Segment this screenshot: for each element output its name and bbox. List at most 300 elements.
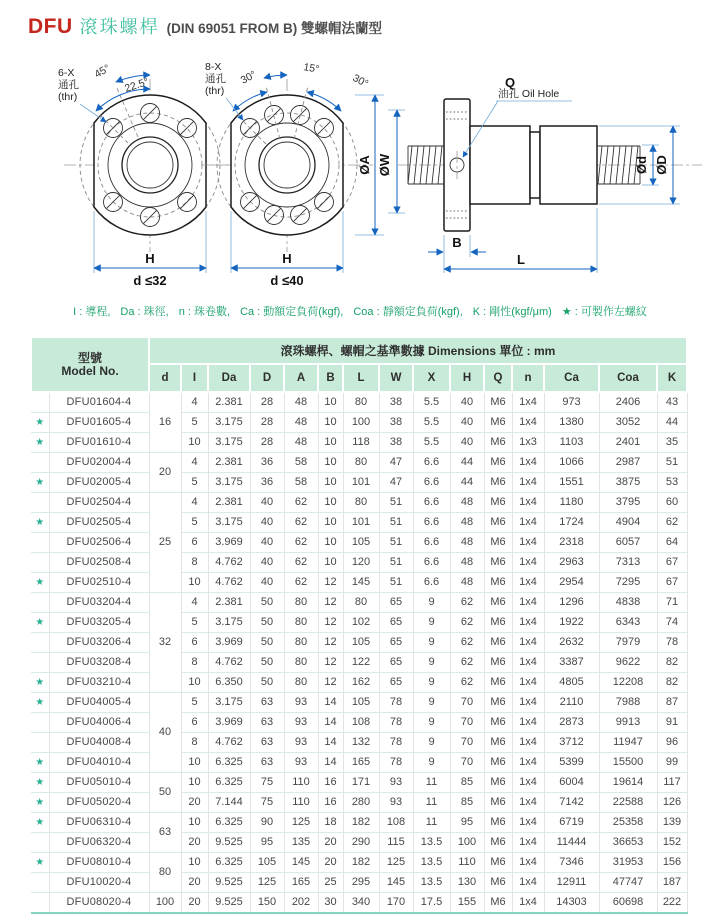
value-cell-n: 1x4: [512, 513, 544, 533]
l-dim-label: L: [517, 252, 525, 267]
table-row: [31, 813, 687, 833]
value-cell-Coa: 11947: [599, 733, 657, 753]
value-cell-H: 40: [450, 392, 484, 413]
value-cell-X: 13.5: [413, 853, 450, 873]
value-cell-B: 12: [318, 573, 343, 593]
value-cell-A: 58: [284, 473, 318, 493]
value-cell-B: 10: [318, 513, 343, 533]
value-cell-B: 18: [318, 813, 343, 833]
angle-15-label: 15°: [302, 61, 321, 76]
value-cell-K: 96: [657, 733, 687, 753]
value-cell-A: 125: [284, 813, 318, 833]
value-cell-H: 155: [450, 893, 484, 914]
value-cell-Coa: 31953: [599, 853, 657, 873]
left-thread-star-icon: ★: [31, 613, 49, 633]
value-cell-Coa: 60698: [599, 893, 657, 914]
value-cell-W: 47: [379, 473, 413, 493]
value-cell-X: 5.5: [413, 392, 450, 413]
value-cell-K: 43: [657, 392, 687, 413]
angle-30-right-label: 30°: [350, 72, 371, 91]
value-cell-K: 67: [657, 553, 687, 573]
model-cell: DFU04010-4: [49, 753, 149, 773]
value-cell-K: 222: [657, 893, 687, 914]
value-cell-W: 51: [379, 513, 413, 533]
value-cell-H: 70: [450, 753, 484, 773]
h-dim-label-left: H: [145, 251, 155, 266]
value-cell-A: 62: [284, 513, 318, 533]
value-cell-X: 6.6: [413, 533, 450, 553]
value-cell-Ca: 2873: [544, 713, 599, 733]
value-cell-B: 20: [318, 833, 343, 853]
dia-a-label: ØA: [357, 155, 372, 175]
b-dim-label: B: [452, 235, 462, 250]
value-cell-Q: M6: [484, 613, 512, 633]
value-cell-Coa: 22588: [599, 793, 657, 813]
legend-item-k: K : 剛性(kgf/μm): [472, 306, 552, 318]
dimensions-group-header: 滾珠螺桿、螺帽之基準數據 Dimensions 單位 : mm: [149, 337, 687, 364]
table-row: [31, 773, 687, 793]
value-cell-Ca: 7346: [544, 853, 599, 873]
value-cell-K: 139: [657, 813, 687, 833]
value-cell-L: 102: [343, 613, 379, 633]
value-cell-L: 280: [343, 793, 379, 813]
model-cell: DFU01604-4: [49, 392, 149, 413]
h-dim-label-mid: H: [282, 251, 292, 266]
value-cell-Da: 2.381: [208, 392, 250, 413]
value-cell-D: 50: [250, 613, 284, 633]
value-cell-W: 65: [379, 633, 413, 653]
value-cell-L: 80: [343, 493, 379, 513]
value-cell-I: 4: [181, 392, 208, 413]
value-cell-D: 28: [250, 413, 284, 433]
d-max-label-left: d ≤32: [133, 273, 167, 288]
value-cell-Da: 3.175: [208, 693, 250, 713]
left-thread-star-icon: ★: [31, 413, 49, 433]
value-cell-Ca: 3387: [544, 653, 599, 673]
legend-item-ball-dia: Da : 珠徑,: [120, 306, 169, 318]
value-cell-X: 5.5: [413, 413, 450, 433]
value-cell-I: 6: [181, 633, 208, 653]
star-cell-empty: [31, 733, 49, 753]
dia-d-small-label: Ød: [634, 155, 649, 175]
value-cell-n: 1x4: [512, 813, 544, 833]
value-cell-H: 85: [450, 793, 484, 813]
d-max-label-mid: d ≤40: [270, 273, 304, 288]
model-cell: DFU03208-4: [49, 653, 149, 673]
value-cell-K: 156: [657, 853, 687, 873]
left-thread-star-icon: ★: [31, 573, 49, 593]
value-cell-L: 105: [343, 633, 379, 653]
value-cell-Da: 4.762: [208, 733, 250, 753]
value-cell-W: 38: [379, 433, 413, 453]
star-cell-empty: [31, 593, 49, 613]
value-cell-n: 1x4: [512, 833, 544, 853]
value-cell-L: 101: [343, 513, 379, 533]
col-header-B: B: [318, 364, 343, 392]
table-row: [31, 653, 687, 673]
value-cell-Da: 4.762: [208, 573, 250, 593]
value-cell-H: 44: [450, 453, 484, 473]
value-cell-Da: 9.525: [208, 833, 250, 853]
value-cell-W: 78: [379, 733, 413, 753]
value-cell-A: 62: [284, 533, 318, 553]
value-cell-Da: 3.175: [208, 513, 250, 533]
left-thread-star-icon: ★: [31, 773, 49, 793]
table-row: [31, 473, 687, 493]
value-cell-Q: M6: [484, 633, 512, 653]
d-cell: 16: [149, 392, 181, 453]
value-cell-Coa: 2401: [599, 433, 657, 453]
value-cell-Da: 6.325: [208, 813, 250, 833]
value-cell-X: 9: [413, 713, 450, 733]
value-cell-Ca: 2954: [544, 573, 599, 593]
value-cell-L: 340: [343, 893, 379, 914]
value-cell-Coa: 25358: [599, 813, 657, 833]
value-cell-W: 93: [379, 773, 413, 793]
value-cell-D: 63: [250, 733, 284, 753]
d-cell: 50: [149, 773, 181, 813]
table-row: [31, 593, 687, 613]
value-cell-A: 80: [284, 593, 318, 613]
value-cell-B: 12: [318, 613, 343, 633]
value-cell-D: 40: [250, 513, 284, 533]
value-cell-Q: M6: [484, 392, 512, 413]
value-cell-A: 48: [284, 392, 318, 413]
value-cell-B: 12: [318, 633, 343, 653]
value-cell-n: 1x4: [512, 573, 544, 593]
value-cell-I: 20: [181, 893, 208, 914]
value-cell-L: 132: [343, 733, 379, 753]
value-cell-n: 1x4: [512, 493, 544, 513]
model-cell: DFU02504-4: [49, 493, 149, 513]
value-cell-Ca: 12911: [544, 873, 599, 893]
series-text: 滾珠螺桿: [79, 17, 160, 37]
value-cell-Q: M6: [484, 573, 512, 593]
value-cell-K: 44: [657, 413, 687, 433]
subtitle-text: (DIN 69051 FROM B) 雙螺帽法蘭型: [166, 21, 382, 36]
value-cell-Q: M6: [484, 473, 512, 493]
model-cell: DFU06320-4: [49, 833, 149, 853]
table-row: [31, 453, 687, 473]
value-cell-H: 48: [450, 553, 484, 573]
value-cell-B: 10: [318, 413, 343, 433]
technical-drawing: [0, 56, 720, 294]
model-cell: DFU04008-4: [49, 733, 149, 753]
legend-item-circuits: n : 珠卷數,: [178, 306, 231, 318]
model-cell: DFU01610-4: [49, 433, 149, 453]
value-cell-K: 78: [657, 633, 687, 653]
value-cell-Coa: 3875: [599, 473, 657, 493]
value-cell-W: 65: [379, 593, 413, 613]
model-cell: DFU02508-4: [49, 553, 149, 573]
value-cell-W: 38: [379, 392, 413, 413]
value-cell-W: 170: [379, 893, 413, 914]
value-cell-W: 47: [379, 453, 413, 473]
value-cell-I: 10: [181, 433, 208, 453]
value-cell-D: 36: [250, 473, 284, 493]
value-cell-L: 162: [343, 673, 379, 693]
value-cell-Coa: 9913: [599, 713, 657, 733]
value-cell-K: 117: [657, 773, 687, 793]
table-row: [31, 693, 687, 713]
value-cell-H: 100: [450, 833, 484, 853]
value-cell-n: 1x4: [512, 633, 544, 653]
model-cell: DFU03210-4: [49, 673, 149, 693]
value-cell-W: 51: [379, 493, 413, 513]
value-cell-H: 62: [450, 653, 484, 673]
value-cell-Ca: 1180: [544, 493, 599, 513]
value-cell-H: 48: [450, 573, 484, 593]
star-cell-empty: [31, 533, 49, 553]
value-cell-D: 150: [250, 893, 284, 914]
value-cell-A: 93: [284, 733, 318, 753]
value-cell-B: 14: [318, 733, 343, 753]
value-cell-X: 6.6: [413, 453, 450, 473]
brand-text: DFU: [28, 15, 73, 38]
star-cell-empty: [31, 833, 49, 853]
value-cell-L: 118: [343, 433, 379, 453]
col-header-Ca: Ca: [544, 364, 599, 392]
value-cell-X: 6.6: [413, 573, 450, 593]
value-cell-Coa: 19614: [599, 773, 657, 793]
table-row: [31, 873, 687, 893]
value-cell-D: 63: [250, 753, 284, 773]
value-cell-H: 48: [450, 533, 484, 553]
q-label: Q: [505, 75, 516, 90]
value-cell-n: 1x4: [512, 673, 544, 693]
value-cell-Da: 3.969: [208, 633, 250, 653]
col-header-X: X: [413, 364, 450, 392]
value-cell-n: 1x4: [512, 553, 544, 573]
value-cell-I: 20: [181, 873, 208, 893]
value-cell-L: 145: [343, 573, 379, 593]
value-cell-I: 10: [181, 573, 208, 593]
table-row: [31, 853, 687, 873]
value-cell-I: 5: [181, 513, 208, 533]
value-cell-L: 165: [343, 753, 379, 773]
value-cell-Coa: 3052: [599, 413, 657, 433]
value-cell-H: 110: [450, 853, 484, 873]
col-header-Da: Da: [208, 364, 250, 392]
star-cell-empty: [31, 493, 49, 513]
model-cell: DFU05020-4: [49, 793, 149, 813]
value-cell-W: 65: [379, 673, 413, 693]
value-cell-B: 16: [318, 793, 343, 813]
value-cell-A: 135: [284, 833, 318, 853]
value-cell-X: 11: [413, 793, 450, 813]
legend-item-left-thread: ★ : 可製作左螺紋: [561, 306, 647, 318]
value-cell-K: 82: [657, 673, 687, 693]
model-cell: DFU02505-4: [49, 513, 149, 533]
left-thread-star-icon: ★: [31, 433, 49, 453]
value-cell-A: 62: [284, 553, 318, 573]
value-cell-n: 1x4: [512, 473, 544, 493]
value-cell-W: 51: [379, 533, 413, 553]
value-cell-Ca: 1380: [544, 413, 599, 433]
table-row: [31, 753, 687, 773]
value-cell-Q: M6: [484, 773, 512, 793]
model-no-header-zh: 型號: [77, 350, 102, 365]
value-cell-n: 1x4: [512, 853, 544, 873]
value-cell-I: 5: [181, 473, 208, 493]
value-cell-I: 8: [181, 733, 208, 753]
flange-front-view-8hole: [201, 61, 384, 288]
dia-w-label: ØW: [377, 153, 392, 177]
dia-d-big-label: ØD: [654, 155, 669, 175]
value-cell-Da: 3.175: [208, 613, 250, 633]
value-cell-D: 40: [250, 573, 284, 593]
value-cell-B: 10: [318, 493, 343, 513]
value-cell-Coa: 7979: [599, 633, 657, 653]
value-cell-Coa: 7313: [599, 553, 657, 573]
value-cell-Coa: 6057: [599, 533, 657, 553]
model-cell: DFU02004-4: [49, 453, 149, 473]
value-cell-I: 5: [181, 413, 208, 433]
table-row: [31, 613, 687, 633]
value-cell-Q: M6: [484, 733, 512, 753]
page-title: [28, 13, 382, 39]
value-cell-A: 80: [284, 653, 318, 673]
value-cell-A: 145: [284, 853, 318, 873]
star-cell-empty: [31, 633, 49, 653]
value-cell-H: 40: [450, 413, 484, 433]
col-header-Coa: Coa: [599, 364, 657, 392]
model-no-header: [31, 337, 149, 392]
legend-item-ca: Ca : 動額定負荷(kgf),: [240, 306, 344, 318]
value-cell-D: 40: [250, 533, 284, 553]
model-cell: DFU01605-4: [49, 413, 149, 433]
value-cell-Da: 2.381: [208, 593, 250, 613]
table-row: [31, 673, 687, 693]
value-cell-L: 290: [343, 833, 379, 853]
model-cell: DFU03206-4: [49, 633, 149, 653]
d-cell: 80: [149, 853, 181, 893]
value-cell-I: 5: [181, 693, 208, 713]
value-cell-n: 1x4: [512, 753, 544, 773]
value-cell-D: 50: [250, 673, 284, 693]
value-cell-W: 65: [379, 653, 413, 673]
value-cell-Ca: 7142: [544, 793, 599, 813]
model-cell: DFU04006-4: [49, 713, 149, 733]
value-cell-Da: 4.762: [208, 653, 250, 673]
value-cell-W: 115: [379, 833, 413, 853]
col-header-D: D: [250, 364, 284, 392]
value-cell-n: 1x4: [512, 733, 544, 753]
value-cell-Ca: 2963: [544, 553, 599, 573]
value-cell-n: 1x4: [512, 593, 544, 613]
value-cell-B: 10: [318, 392, 343, 413]
value-cell-D: 63: [250, 713, 284, 733]
value-cell-I: 5: [181, 613, 208, 633]
table-row: [31, 893, 687, 914]
value-cell-Q: M6: [484, 853, 512, 873]
star-cell-empty: [31, 713, 49, 733]
value-cell-A: 80: [284, 633, 318, 653]
value-cell-H: 70: [450, 693, 484, 713]
model-cell: DFU10020-4: [49, 873, 149, 893]
col-header-Q: Q: [484, 364, 512, 392]
legend: [30, 303, 690, 319]
value-cell-Coa: 36653: [599, 833, 657, 853]
value-cell-I: 20: [181, 793, 208, 813]
model-cell: DFU06310-4: [49, 813, 149, 833]
table-row: [31, 713, 687, 733]
value-cell-K: 67: [657, 573, 687, 593]
model-cell: DFU02510-4: [49, 573, 149, 593]
star-cell-empty: [31, 453, 49, 473]
value-cell-I: 10: [181, 813, 208, 833]
value-cell-A: 80: [284, 613, 318, 633]
value-cell-n: 1x4: [512, 453, 544, 473]
value-cell-X: 9: [413, 753, 450, 773]
value-cell-W: 93: [379, 793, 413, 813]
value-cell-I: 6: [181, 713, 208, 733]
value-cell-Coa: 2987: [599, 453, 657, 473]
star-cell-empty: [31, 392, 49, 413]
value-cell-Da: 3.969: [208, 713, 250, 733]
value-cell-X: 6.6: [413, 553, 450, 573]
value-cell-H: 40: [450, 433, 484, 453]
dimensions-table: [30, 336, 688, 914]
model-cell: DFU08010-4: [49, 853, 149, 873]
table-body: [31, 392, 687, 913]
value-cell-B: 10: [318, 453, 343, 473]
value-cell-B: 14: [318, 713, 343, 733]
value-cell-A: 62: [284, 493, 318, 513]
value-cell-n: 1x4: [512, 773, 544, 793]
value-cell-Coa: 12208: [599, 673, 657, 693]
value-cell-Q: M6: [484, 833, 512, 853]
value-cell-L: 80: [343, 453, 379, 473]
value-cell-Q: M6: [484, 753, 512, 773]
value-cell-Ca: 14303: [544, 893, 599, 914]
d-cell: 63: [149, 813, 181, 853]
value-cell-L: 120: [343, 553, 379, 573]
value-cell-H: 48: [450, 493, 484, 513]
value-cell-W: 108: [379, 813, 413, 833]
value-cell-D: 75: [250, 793, 284, 813]
value-cell-I: 10: [181, 853, 208, 873]
value-cell-n: 1x4: [512, 653, 544, 673]
value-cell-Q: M6: [484, 893, 512, 914]
value-cell-Da: 3.175: [208, 433, 250, 453]
value-cell-Ca: 1922: [544, 613, 599, 633]
left-thread-star-icon: ★: [31, 693, 49, 713]
value-cell-B: 12: [318, 673, 343, 693]
value-cell-X: 6.6: [413, 473, 450, 493]
value-cell-H: 70: [450, 733, 484, 753]
value-cell-X: 17.5: [413, 893, 450, 914]
left-thread-star-icon: ★: [31, 673, 49, 693]
table-row: [31, 533, 687, 553]
value-cell-A: 93: [284, 713, 318, 733]
group-header-row: [31, 337, 687, 364]
value-cell-I: 10: [181, 753, 208, 773]
value-cell-I: 8: [181, 653, 208, 673]
star-cell-empty: [31, 553, 49, 573]
value-cell-Ca: 11444: [544, 833, 599, 853]
value-cell-Q: M6: [484, 653, 512, 673]
model-cell: DFU03204-4: [49, 593, 149, 613]
value-cell-I: 20: [181, 833, 208, 853]
value-cell-L: 122: [343, 653, 379, 673]
value-cell-X: 11: [413, 773, 450, 793]
left-thread-star-icon: ★: [31, 853, 49, 873]
value-cell-B: 20: [318, 853, 343, 873]
value-cell-Q: M6: [484, 433, 512, 453]
value-cell-B: 16: [318, 773, 343, 793]
value-cell-W: 145: [379, 873, 413, 893]
